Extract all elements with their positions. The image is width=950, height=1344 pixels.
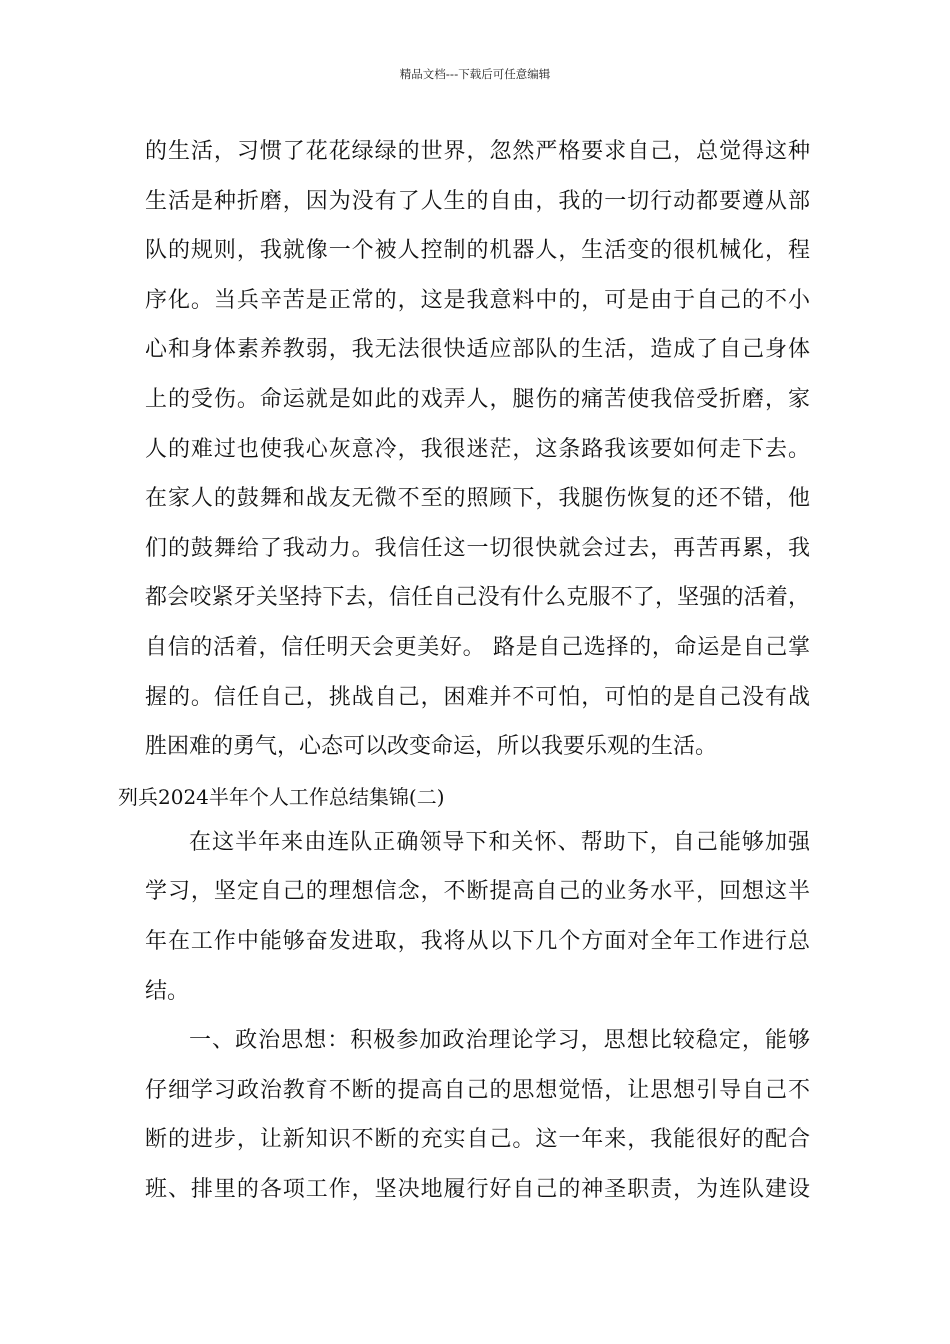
text-line: 一、政治思想：积极参加政治理论学习，思想比较稳定，能够 (189, 1028, 810, 1054)
text-line: 上的受伤。命运就是如此的戏弄人，腿伤的痛苦使我倍受折磨，家 (145, 386, 810, 412)
text-line: 在这半年来由连队正确领导下和关怀、帮助下，自己能够加强 (189, 829, 810, 855)
text-line: 都会咬紧牙关坚持下去，信任自己没有什么克服不了，坚强的活着， (145, 585, 810, 611)
paragraph-3 (145, 1021, 810, 1219)
text-line: 队的规则，我就像一个被人控制的机器人，生活变的很机械化，程 (145, 238, 810, 264)
text-line: 人的难过也使我心灰意冷，我很迷茫，这条路我该要如何走下去。 (145, 436, 810, 462)
text-line: 胜困难的勇气，心态可以改变命运，所以我要乐观的生活。 (145, 734, 718, 760)
text-line: 结。 (145, 978, 190, 1004)
text-line: 班、排里的各项工作，坚决地履行好自己的神圣职责，为连队建设 (145, 1176, 810, 1202)
text-line: 们的鼓舞给了我动力。我信任这一切很快就会过去，再苦再累，我 (145, 535, 810, 561)
page-header: 精品文档---下载后可任意编辑 (399, 67, 551, 81)
text-line: 断的进步，让新知识不断的充实自己。这一年来，我能很好的配合 (145, 1127, 810, 1153)
document-body (118, 132, 810, 1219)
text-line: 在家人的鼓舞和战友无微不至的照顾下，我腿伤恢复的还不错，他 (145, 486, 810, 512)
text-line: 的生活，习惯了花花绿绿的世界，忽然严格要求自己，总觉得这种 (145, 139, 810, 164)
paragraph-2 (145, 823, 810, 1021)
text-line: 生活是种折磨，因为没有了人生的自由，我的一切行动都要遵从部 (145, 188, 810, 214)
text-line: 自信的活着，信任明天会更美好。 路是自己选择的，命运是自己掌 (145, 634, 810, 660)
text-line: 学习，坚定自己的理想信念，不断提高自己的业务水平，回想这半 (145, 879, 810, 905)
text-line: 仔细学习政治教育不断的提高自己的思想觉悟，让思想引导自己不 (145, 1077, 810, 1103)
text-line: 握的。信任自己，挑战自己，困难并不可怕，可怕的是自己没有战 (145, 684, 810, 710)
text-line: 心和身体素养教弱，我无法很快适应部队的生活，造成了自己身体 (145, 337, 810, 363)
paragraph-1 (145, 132, 810, 777)
section-title: 列兵2024半年个人工作总结集锦(二) (118, 784, 445, 809)
text-line: 年在工作中能够奋发进取，我将从以下几个方面对全年工作进行总 (145, 928, 810, 954)
text-line: 序化。当兵辛苦是正常的，这是我意料中的，可是由于自己的不小 (145, 287, 810, 313)
